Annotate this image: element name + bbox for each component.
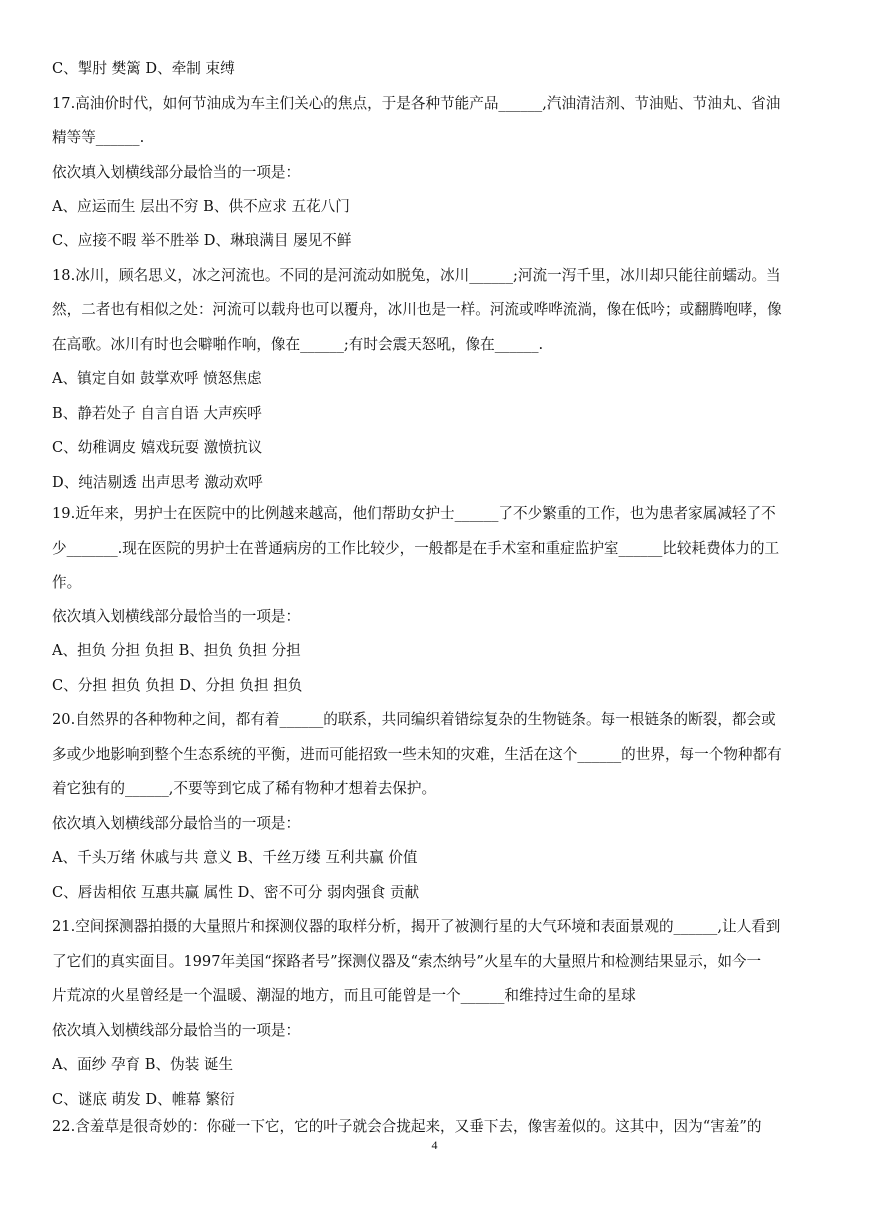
text-line: A、镇定自如 鼓掌欢呼 愤怒焦虑 (52, 370, 262, 387)
text-line: 17.高油价时代，如何节油成为车主们关心的焦点，于是各种节能产品______,汽油清洁剂、节油贴、节油丸、省油 (52, 95, 781, 112)
text-line: 少_______.现在医院的男护士在普通病房的工作比较少，一般都是在手术室和重症监护室______比较耗费体力的工 (52, 540, 780, 557)
text-line: 21.空间探测器拍摄的大量照片和探测仪器的取样分析，揭开了被测行星的大气环境和表面景观的______,让人看到 (52, 918, 781, 935)
text-line: 了它们的真实面目。1997年美国“探路者号”探测仪器及“索杰纳号”火星车的大量照片和检测结果显示，如今一 (52, 953, 762, 970)
text-line: 22.含羞草是很奇妙的：你碰一下它，它的叶子就会合拢起来，又垂下去，像害羞似的。这其中，因为“害羞”的 (52, 1118, 762, 1135)
text-line: A、千头万绪 休戚与共 意义 B、千丝万缕 互利共赢 价值 (52, 849, 418, 866)
text-line: 依次填入划横线部分最恰当的一项是： (52, 1022, 301, 1039)
text-line: 依次填入划横线部分最恰当的一项是： (52, 608, 301, 625)
text-line: 依次填入划横线部分最恰当的一项是： (52, 815, 301, 832)
text-line: 着它独有的______,不要等到它成了稀有物种才想着去保护。 (52, 780, 437, 797)
text-line: 多或少地影响到整个生态系统的平衡，进而可能招致一些未知的灾难，生活在这个______的世界，每一个物种都有 (52, 746, 782, 763)
text-line: A、面纱 孕育 B、伪装 诞生 (52, 1056, 234, 1073)
text-line: 依次填入划横线部分最恰当的一项是： (52, 164, 301, 181)
text-line: 片荒凉的火星曾经是一个温暖、潮湿的地方，而且可能曾是一个______和维持过生命的星球 (52, 987, 636, 1004)
text-line: A、应运而生 层出不穷 B、供不应求 五花八门 (52, 198, 350, 215)
text-line: B、静若处子 自言自语 大声疾呼 (52, 405, 262, 422)
text-line: 作。 (52, 574, 82, 591)
text-line: 在高歌。冰川有时也会噼啪作响，像在______;有时会震天怒吼，像在______. (52, 336, 544, 353)
page-number: 4 (431, 1138, 438, 1152)
text-line: A、担负 分担 负担 B、担负 负担 分担 (52, 642, 301, 659)
text-line: C、应接不暇 举不胜举 D、琳琅满目 屡见不鲜 (52, 232, 352, 249)
text-line: C、谜底 萌发 D、帷幕 繁衍 (52, 1091, 235, 1108)
text-line: D、纯洁剔透 出声思考 激动欢呼 (52, 474, 263, 491)
text-line: C、分担 担负 负担 D、分担 负担 担负 (52, 677, 303, 694)
text-line: C、唇齿相依 互惠共赢 属性 D、密不可分 弱肉强食 贡献 (52, 884, 420, 901)
text-line: C、幼稚调皮 嬉戏玩耍 激愤抗议 (52, 439, 263, 456)
text-line: 18.冰川，顾名思义，冰之河流也。不同的是河流动如脱兔，冰川______;河流一泻千里，冰川却只能往前蠕动。当 (52, 267, 781, 284)
text-line: C、掣肘 樊篱 D、牵制 束缚 (52, 60, 235, 77)
text-line: 然，二者也有相似之处：河流可以载舟也可以覆舟，冰川也是一样。河流或哗哗流淌，像在低吟；或翻腾咆哮，像 (52, 301, 782, 318)
text-line: 精等等______. (52, 129, 145, 146)
text-line: 19.近年来，男护士在医院中的比例越来越高，他们帮助女护士______了不少繁重的工作，也为患者家属减轻了不 (52, 505, 776, 522)
text-line: 20.自然界的各种物种之间，都有着______的联系，共同编织着错综复杂的生物链条。每一根链条的断裂，都会或 (52, 711, 776, 728)
